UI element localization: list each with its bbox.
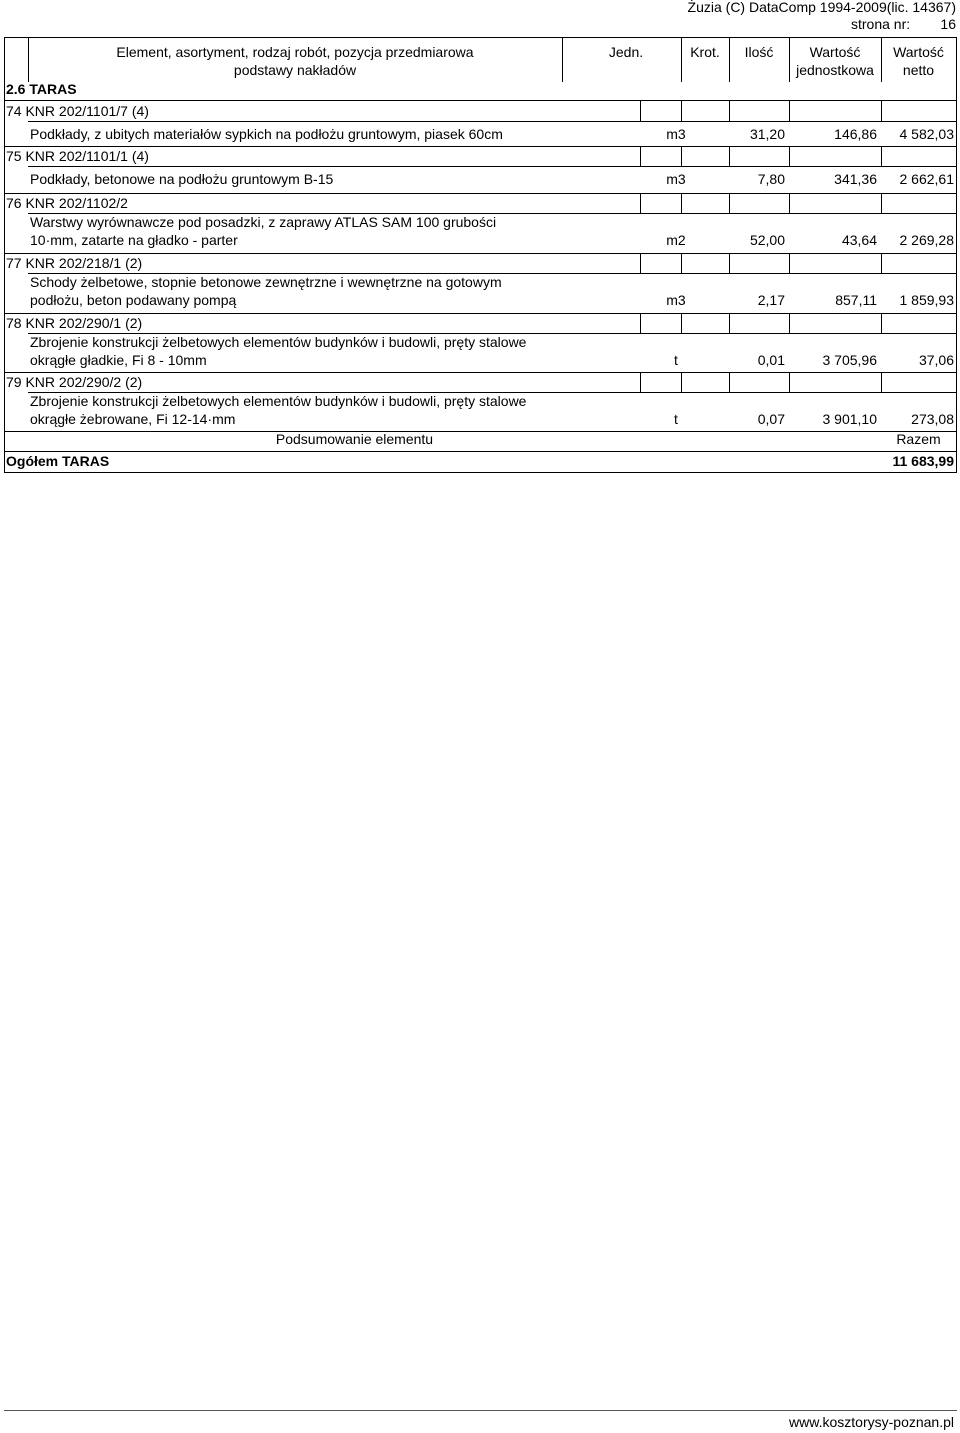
row-bottom-border [4, 372, 957, 373]
column-tick [789, 193, 790, 213]
column-tick [881, 146, 882, 166]
column-tick [681, 313, 682, 333]
column-tick [729, 101, 730, 121]
row-bottom-border [4, 146, 957, 147]
total-value: 11 683,99 [892, 453, 954, 469]
column-tick [789, 101, 790, 121]
summary-razem: Razem [896, 431, 941, 447]
item-unit-price: 341,36 [834, 171, 877, 187]
column-tick [640, 193, 641, 213]
item-code: 77 KNR 202/218/1 (2) [6, 255, 143, 271]
col-header-krot: Krot. [690, 44, 720, 60]
item-value: 2 662,61 [899, 171, 954, 187]
row-bottom-border [4, 193, 957, 194]
item-unit: m2 [666, 232, 686, 248]
item-description: Zbrojenie konstrukcji żelbetowych elementów budynków i budowli, pręty stalowe [30, 334, 527, 350]
item-quantity: 0,01 [757, 352, 785, 368]
item-description-cont: okrągłe żebrowane, Fi 12-14·mm [30, 411, 236, 427]
item-quantity: 31,20 [749, 126, 785, 142]
column-tick [881, 313, 882, 333]
row-divider [28, 213, 957, 214]
item-unit-price: 146,86 [834, 126, 877, 142]
column-tick [681, 101, 682, 121]
item-unit-price: 3 705,96 [822, 352, 877, 368]
row-divider [28, 333, 957, 334]
col-header-net-value: Wartość [893, 44, 944, 60]
item-description: Warstwy wyrównawcze pod posadzki, z zaprawy ATLAS SAM 100 grubości [30, 214, 497, 230]
item-unit: t [674, 411, 678, 427]
column-tick [729, 372, 730, 392]
column-tick [881, 372, 882, 392]
column-tick [640, 372, 641, 392]
item-description: Podkłady, z ubitych materiałów sypkich na podłożu gruntowym, piasek 60cm [30, 126, 503, 142]
row-divider [28, 121, 957, 122]
row-bottom-border [4, 253, 957, 254]
column-tick [640, 313, 641, 333]
column-tick [729, 193, 730, 213]
row-divider [28, 273, 957, 274]
item-value: 273,08 [911, 411, 954, 427]
item-quantity: 7,80 [757, 171, 785, 187]
row-divider [28, 392, 957, 393]
column-tick [681, 193, 682, 213]
col-header-description: Element, asortyment, rodzaj robót, pozycja przedmiarowa [116, 44, 474, 60]
item-description: Podkłady, betonowe na podłożu gruntowym B-15 [30, 171, 334, 187]
column-tick [881, 193, 882, 213]
section-title: 2.6 TARAS [6, 81, 77, 97]
col-header-unit-value: Wartość [809, 44, 861, 60]
item-value: 37,06 [918, 352, 954, 368]
col-header-quantity: Ilość [744, 44, 774, 60]
column-tick [681, 253, 682, 273]
item-unit-price: 857,11 [835, 292, 877, 308]
item-quantity: 0,07 [757, 411, 785, 427]
col-header-unit: Jedn. [608, 44, 644, 60]
item-description-cont: okrągłe gładkie, Fi 8 - 10mm [30, 352, 207, 368]
item-description: Schody żelbetowe, stopnie betonowe zewnętrzne i wewnętrzne na gotowym [30, 274, 502, 290]
item-code: 78 KNR 202/290/1 (2) [6, 315, 143, 331]
column-tick [789, 313, 790, 333]
column-tick [789, 372, 790, 392]
item-description: Zbrojenie konstrukcji żelbetowych elementów budynków i budowli, pręty stalowe [30, 393, 527, 409]
column-tick [640, 253, 641, 273]
summary-label: Podsumowanie elementu [275, 431, 434, 447]
item-unit-price: 3 901,10 [822, 411, 877, 427]
item-quantity: 52,00 [749, 232, 785, 248]
col-header-net-value-sub: netto [902, 62, 935, 78]
column-tick [881, 253, 882, 273]
col-header-description-sub: podstawy nakładów [233, 62, 357, 78]
page-label: strona nr: [851, 16, 911, 32]
item-unit: m3 [666, 171, 686, 187]
item-value: 2 269,28 [899, 232, 954, 248]
item-code: 76 KNR 202/1102/2 [6, 195, 128, 211]
item-code: 75 KNR 202/1101/1 (4) [6, 148, 149, 164]
item-unit: m3 [666, 126, 686, 142]
item-quantity: 2,17 [757, 292, 785, 308]
item-unit: m3 [666, 292, 686, 308]
column-tick [640, 101, 641, 121]
column-tick [789, 146, 790, 166]
column-tick [681, 372, 682, 392]
item-description-cont: podłożu, beton podawany pompą [30, 292, 237, 308]
column-tick [640, 146, 641, 166]
page-number: 16 [940, 16, 956, 32]
column-tick [729, 253, 730, 273]
item-unit-price: 43,64 [841, 232, 877, 248]
column-tick [729, 146, 730, 166]
column-tick [729, 313, 730, 333]
item-unit: t [674, 352, 678, 368]
row-bottom-border [4, 313, 957, 314]
item-code: 79 KNR 202/290/2 (2) [6, 374, 143, 390]
item-code: 74 KNR 202/1101/7 (4) [6, 103, 149, 119]
item-value: 1 859,93 [899, 292, 954, 308]
total-label: Ogółem TARAS [6, 453, 110, 469]
footer-url: www.kosztorysy-poznan.pl [789, 1414, 954, 1430]
item-description-cont: 10·mm, zatarte na gładko - parter [30, 232, 238, 248]
item-value: 4 582,03 [899, 126, 954, 142]
col-header-unit-value-sub: jednostkowa [796, 62, 874, 78]
software-credit: Żuzia (C) DataComp 1994-2009(lic. 14367) [687, 0, 956, 15]
column-tick [789, 253, 790, 273]
column-tick [681, 146, 682, 166]
column-tick [881, 101, 882, 121]
row-divider [28, 166, 957, 167]
